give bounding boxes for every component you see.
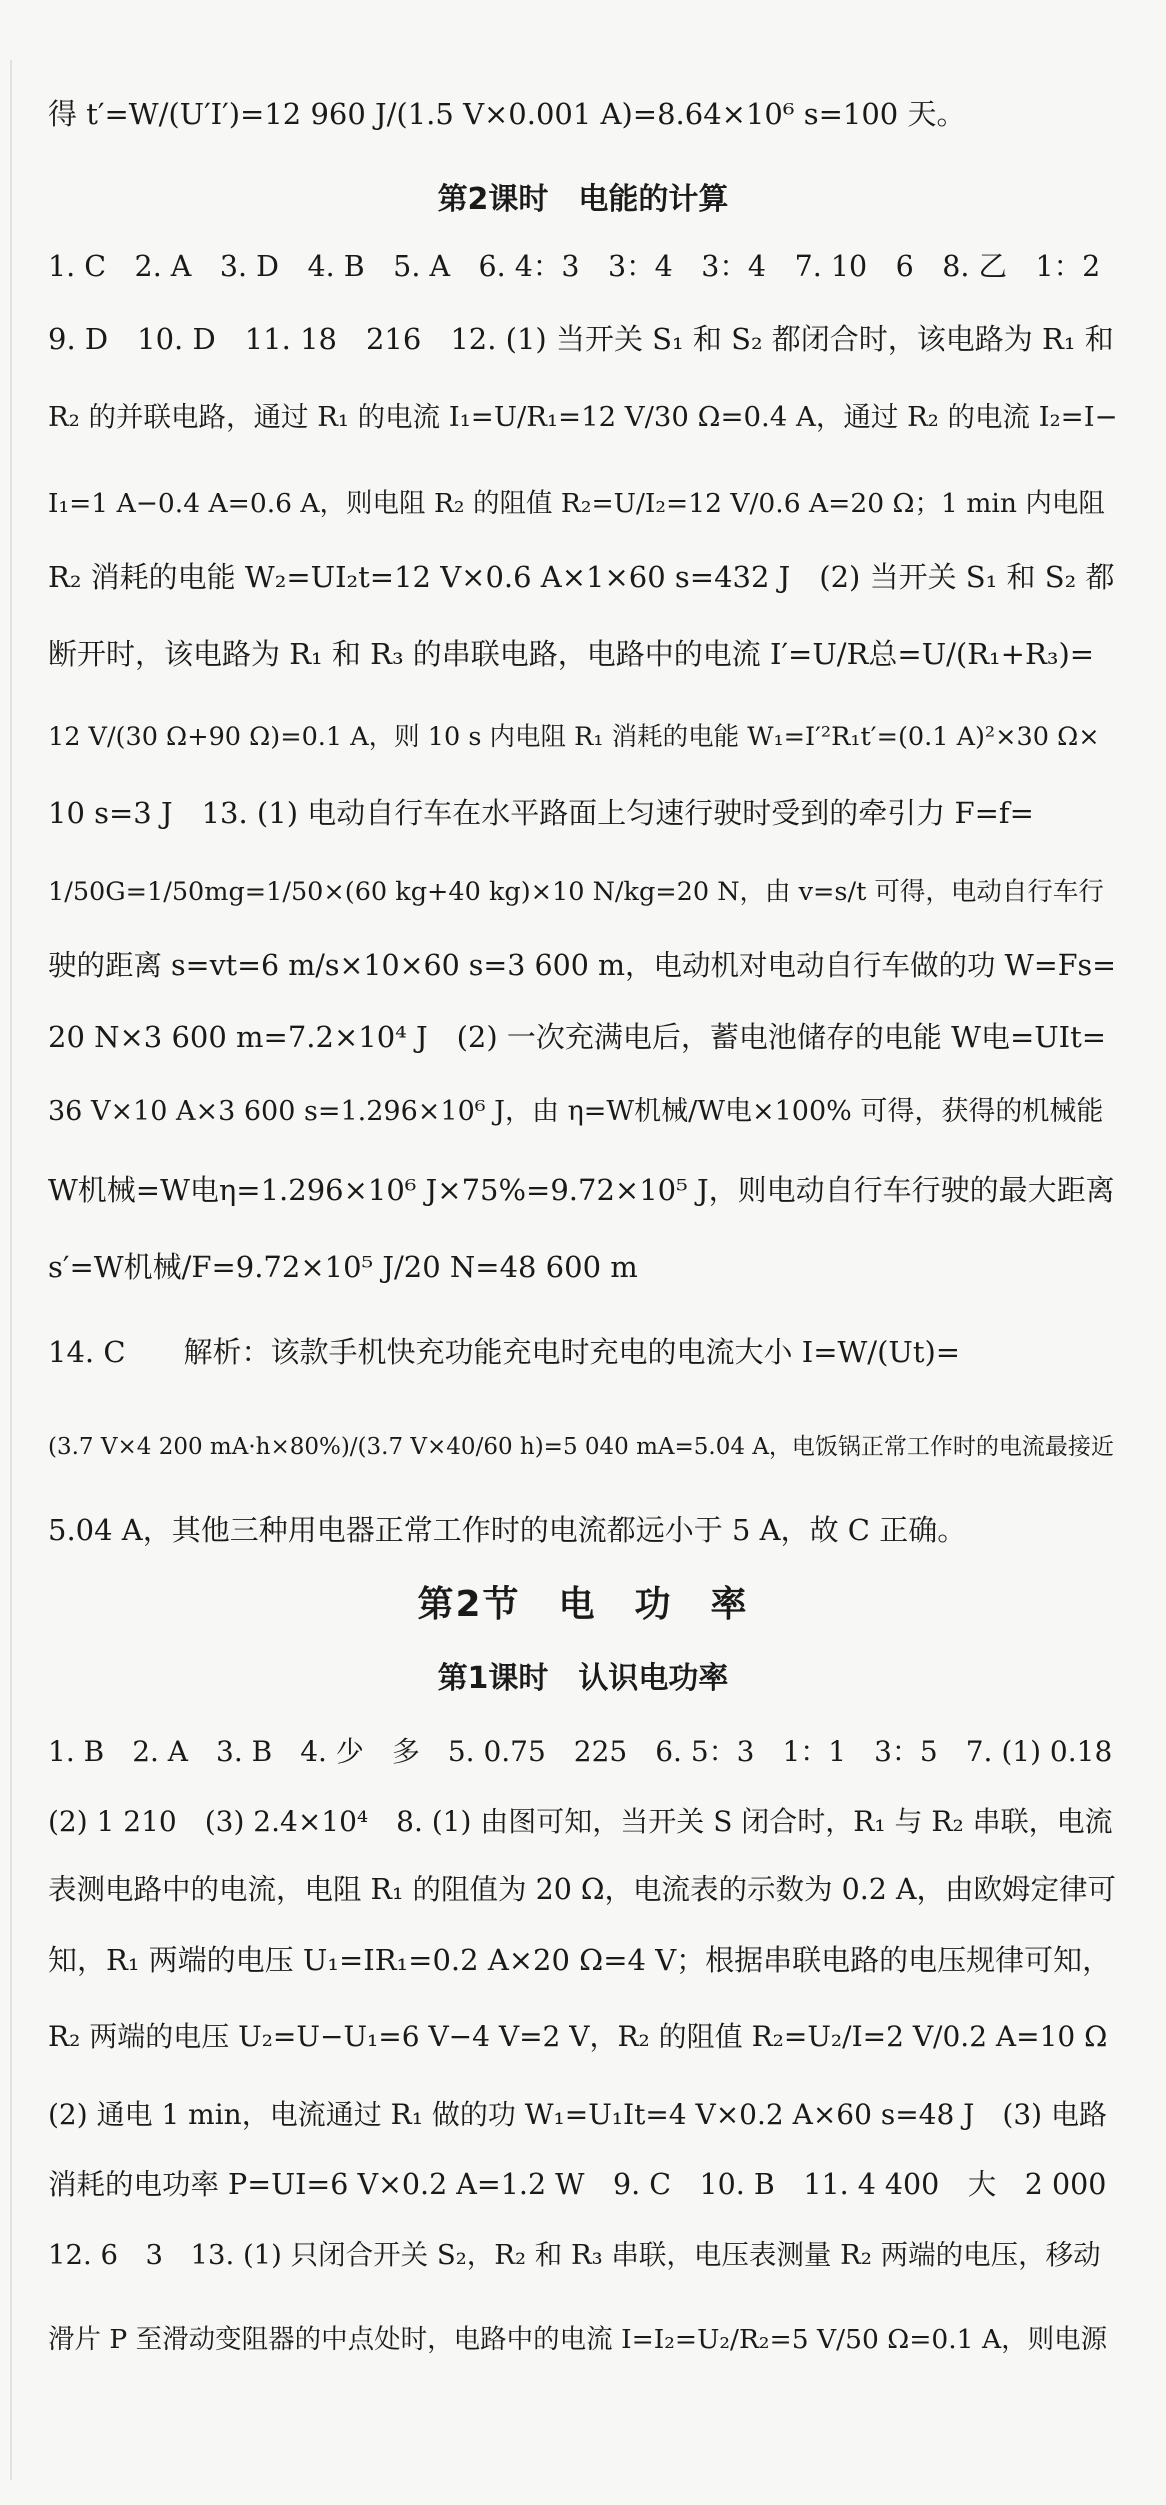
text-line: 1. C 2. A 3. D 4. B 5. A 6. 4：3 3：4 3：4 7. 10 6 8. 乙 1：2: [48, 250, 1101, 283]
text-line: 得 t′=W/(U′I′)=12 960 J/(1.5 V×0.001 A)=8.64×10⁶ s=100 天。: [48, 97, 966, 131]
text-line: W机械=W电η=1.296×10⁶ J×75%=9.72×10⁵ J，则电动自行车行驶的最大距离: [48, 1173, 1115, 1207]
text-line: 10 s=3 J 13. (1) 电动自行车在水平路面上匀速行驶时受到的牵引力 F=f=: [48, 796, 1034, 830]
text-line: 12 V/(30 Ω+90 Ω)=0.1 A，则 10 s 内电阻 R₁ 消耗的电能 W₁=I′²R₁t′=(0.1 A)²×30 Ω×: [48, 722, 1100, 752]
text-line: 滑片 P 至滑动变阻器的中点处时，电路中的电流 I=I₂=U₂/R₂=5 V/50 Ω=0.1 A，则电源: [48, 2324, 1108, 2355]
text-line: R₂ 消耗的电能 W₂=UI₂t=12 V×0.6 A×1×60 s=432 J (2) 当开关 S₁ 和 S₂ 都: [48, 560, 1115, 594]
text-line: 36 V×10 A×3 600 s=1.296×10⁶ J，由 η=W机械/W电×100% 可得，获得的机械能: [48, 1096, 1104, 1127]
text-line: 知，R₁ 两端的电压 U₁=IR₁=0.2 A×20 Ω=4 V；根据串联电路的电压规律可知，: [48, 1943, 1112, 1977]
text-line: 20 N×3 600 m=7.2×10⁴ J (2) 一次充满电后，蓄电池储存的电能 W电=UIt=: [48, 1020, 1107, 1054]
text-line: 1/50G=1/50mg=1/50×(60 kg+40 kg)×10 N/kg=20 N，由 v=s/t 可得，电动自行车行: [48, 877, 1104, 907]
text-line: 断开时，该电路为 R₁ 和 R₃ 的串联电路，电路中的电流 I′=U/R总=U/(R₁+R₃)=: [48, 637, 1095, 671]
text-line: (3.7 V×4 200 mA·h×80%)/(3.7 V×40/60 h)=5 040 mA=5.04 A，电饭锅正常工作时的电流最接近: [48, 1434, 1114, 1460]
text-line: 驶的距离 s=vt=6 m/s×10×60 s=3 600 m，电动机对电动自行车做的功 W=Fs=: [48, 949, 1116, 982]
text-line: 14. C 解析：该款手机快充功能充电时充电的电流大小 I=W/(Ut)=: [48, 1335, 961, 1369]
text-line: 表测电路中的电流，电阻 R₁ 的阻值为 20 Ω，电流表的示数为 0.2 A，由欧姆定律可: [48, 1873, 1117, 1906]
lesson-heading-know-electric-power: 第1课时 认识电功率: [437, 1661, 729, 1696]
text-line: s′=W机械/F=9.72×10⁵ J/20 N=48 600 m: [48, 1250, 638, 1284]
text-line: R₂ 两端的电压 U₂=U−U₁=6 V−4 V=2 V，R₂ 的阻值 R₂=U₂/I=2 V/0.2 A=10 Ω: [48, 2020, 1108, 2053]
text-line: (2) 1 210 (3) 2.4×10⁴ 8. (1) 由图可知，当开关 S 闭合时，R₁ 与 R₂ 串联，电流: [48, 1805, 1113, 1838]
text-line: 9. D 10. D 11. 18 216 12. (1) 当开关 S₁ 和 S₂ 都闭合时，该电路为 R₁ 和: [48, 322, 1114, 356]
text-line: R₂ 的并联电路，通过 R₁ 的电流 I₁=U/R₁=12 V/30 Ω=0.4 A，通过 R₂ 的电流 I₂=I−: [48, 401, 1118, 433]
text-line: (2) 通电 1 min，电流通过 R₁ 做的功 W₁=U₁It=4 V×0.2 A×60 s=48 J (3) 电路: [48, 2098, 1107, 2131]
section-heading-electric-power: 第2节 电 功 率: [417, 1584, 749, 1625]
text-line: 1. B 2. A 3. B 4. 少 多 5. 0.75 225 6. 5：3 1：1 3：5 7. (1) 0.18: [48, 1735, 1113, 1768]
text-line: 消耗的电功率 P=UI=6 V×0.2 A=1.2 W 9. C 10. B 11. 4 400 大 2 000: [48, 2168, 1107, 2201]
text-line: 12. 6 3 13. (1) 只闭合开关 S₂，R₂ 和 R₃ 串联，电压表测量 R₂ 两端的电压，移动: [48, 2239, 1101, 2271]
lesson-heading-energy-calculation: 第2课时 电能的计算: [437, 182, 729, 217]
text-line: I₁=1 A−0.4 A=0.6 A，则电阻 R₂ 的阻值 R₂=U/I₂=12 V/0.6 A=20 Ω；1 min 内电阻: [48, 488, 1105, 519]
page-edge-shadow: [10, 60, 12, 2480]
text-line: 5.04 A，其他三种用电器正常工作时的电流都远小于 5 A，故 C 正确。: [48, 1513, 967, 1547]
